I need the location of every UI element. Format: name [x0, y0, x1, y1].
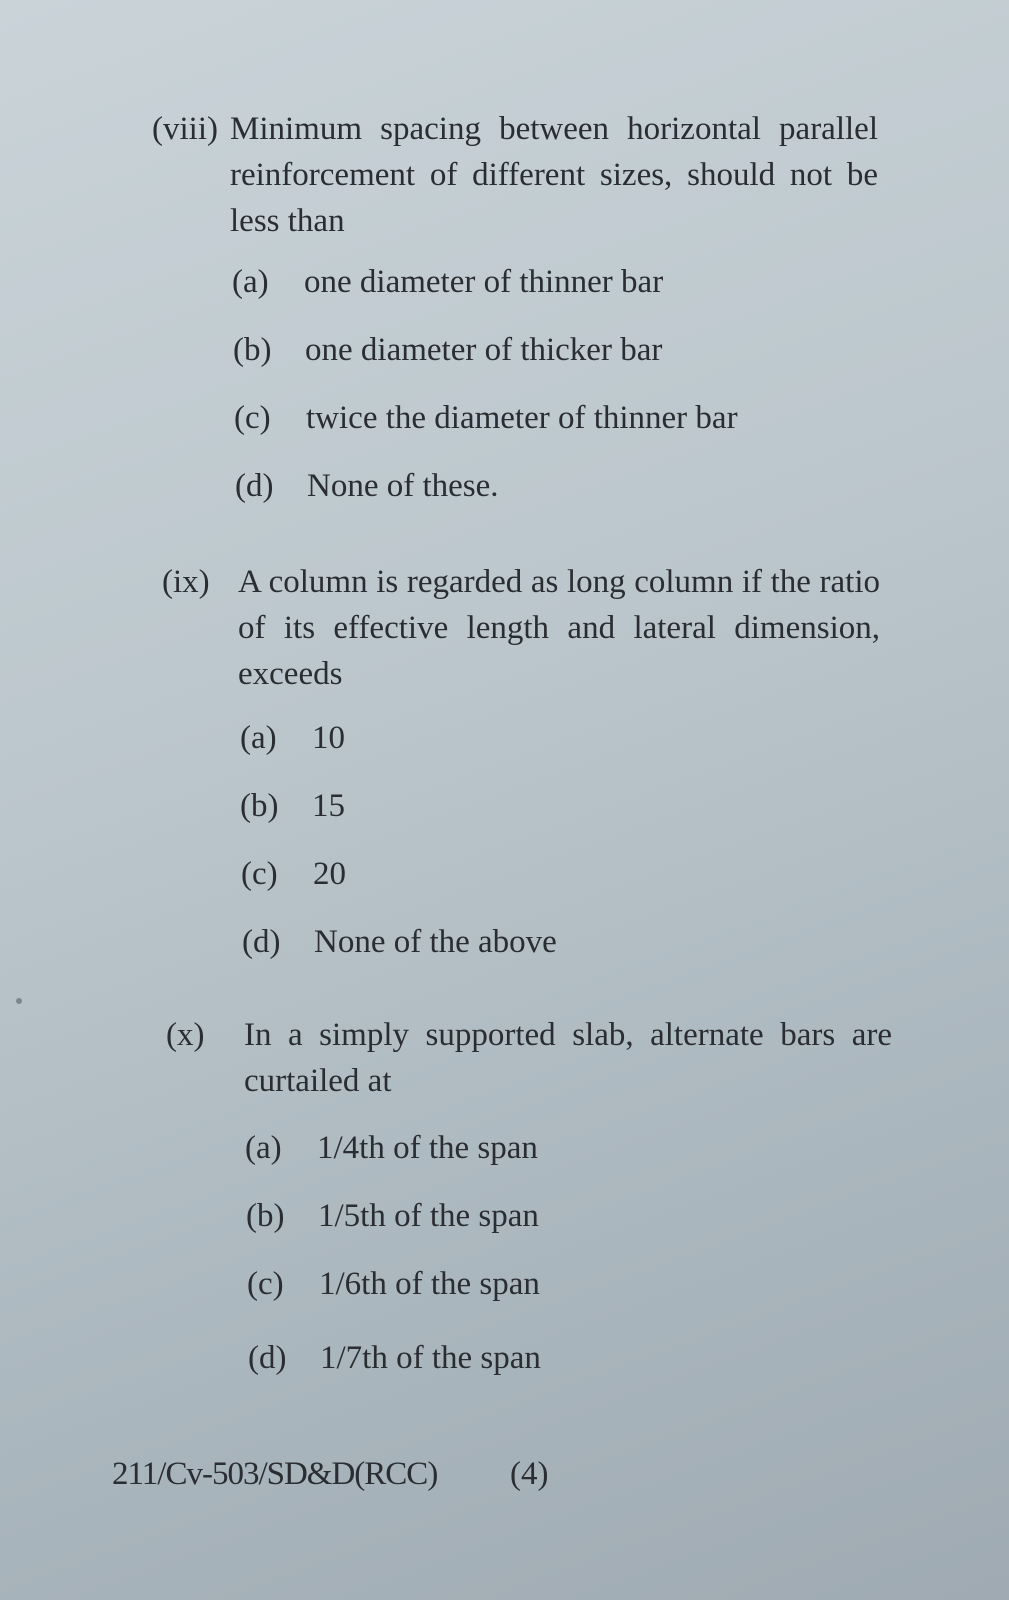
option-text: None of these. — [307, 468, 499, 504]
question-number: (ix) — [162, 564, 210, 600]
option-text: one diameter of thinner bar — [304, 264, 664, 300]
option-letter: (a) — [245, 1130, 282, 1166]
option-b — [246, 1196, 539, 1236]
option-text: 10 — [312, 720, 345, 756]
option-d — [248, 1338, 541, 1378]
option-letter: (d) — [235, 468, 274, 504]
option-letter: (c) — [247, 1266, 284, 1302]
option-d — [235, 466, 499, 506]
option-text: twice the diameter of thinner bar — [306, 400, 738, 436]
option-a — [245, 1128, 538, 1168]
paper-code: 211/Cv-503/SD&D(RCC) — [112, 1456, 438, 1492]
option-text: 1/5th of the span — [318, 1198, 539, 1234]
option-letter: (b) — [240, 788, 279, 824]
option-text: 15 — [312, 788, 345, 824]
page-number: (4) — [510, 1456, 549, 1492]
question-text: Minimum spacing between horizontal parallel reinforcement of different sizes, should not be less than — [230, 111, 878, 239]
option-c — [247, 1264, 540, 1304]
option-letter: (b) — [233, 332, 272, 368]
question-number: (viii) — [152, 111, 218, 147]
option-letter: (b) — [246, 1198, 285, 1234]
option-text: 1/6th of the span — [319, 1266, 540, 1302]
option-text: one diameter of thicker bar — [305, 332, 663, 368]
option-letter: (a) — [240, 720, 277, 756]
page-footer — [112, 1454, 548, 1494]
question-number: (x) — [166, 1017, 205, 1053]
option-text: 1/7th of the span — [320, 1340, 541, 1376]
option-text: 20 — [313, 856, 346, 892]
option-text: None of the above — [314, 924, 557, 960]
option-b — [233, 330, 662, 370]
option-letter: (d) — [248, 1340, 287, 1376]
option-letter: (c) — [241, 856, 278, 892]
option-letter: (c) — [234, 400, 271, 436]
option-c — [241, 854, 346, 894]
question-text: In a simply supported slab, alternate bars are curtailed at — [244, 1017, 892, 1099]
option-d — [242, 922, 557, 962]
option-text: 1/4th of the span — [317, 1130, 538, 1166]
option-letter: (d) — [242, 924, 281, 960]
option-a — [240, 718, 345, 758]
option-a — [232, 262, 663, 302]
question-text: A column is regarded as long column if the ratio of its effective length and lateral dimension, exceeds — [238, 564, 880, 692]
option-c — [234, 398, 738, 438]
paper-speck — [16, 998, 22, 1004]
option-b — [240, 786, 345, 826]
option-letter: (a) — [232, 264, 269, 300]
